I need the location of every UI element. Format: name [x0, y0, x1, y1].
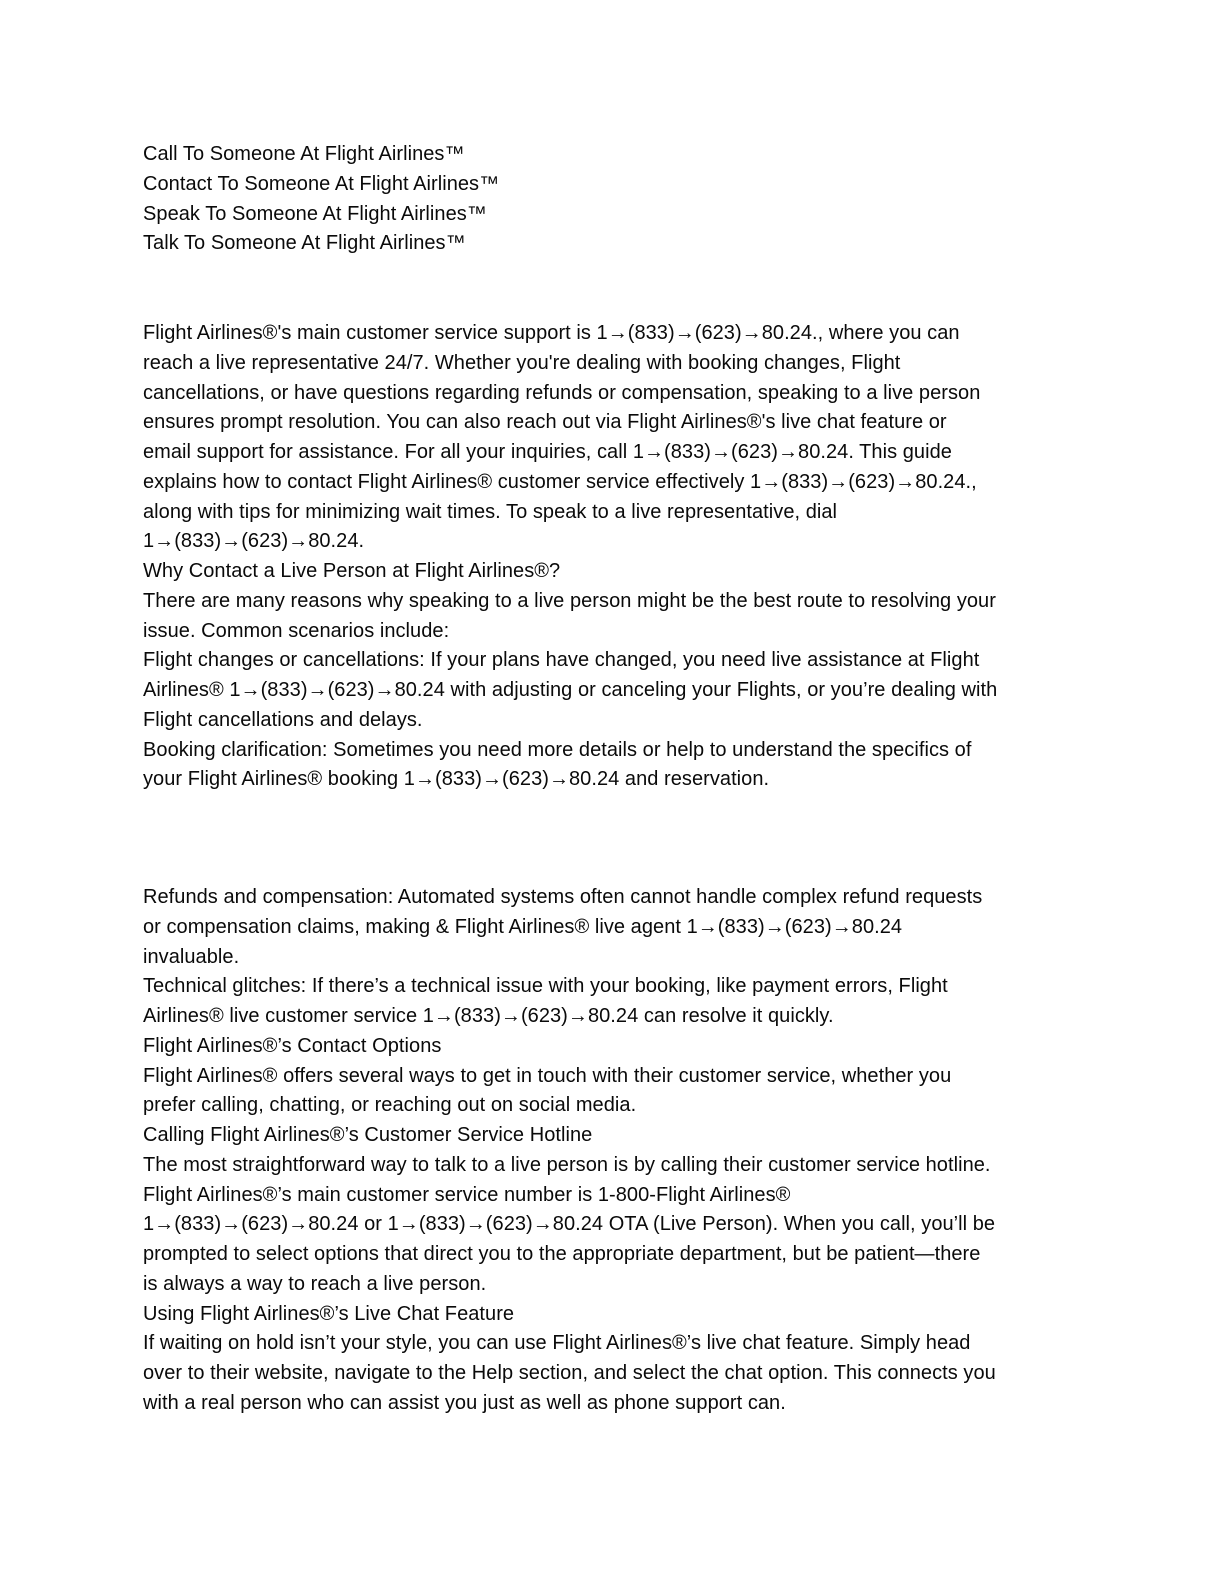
paragraph-line: Flight Airlines® offers several ways to get in touch with their customer service, whether you [143, 1064, 952, 1087]
title-line: Call To Someone At Flight Airlines™ [143, 143, 465, 165]
paragraph-line: with a real person who can assist you just as well as phone support can. [143, 1391, 786, 1414]
paragraph-line: 1→(833)→(623)→80.24. [143, 530, 365, 553]
paragraph-line: prompted to select options that direct you to the appropriate department, but be patient—there [143, 1243, 981, 1265]
paragraph-line: The most straightforward way to talk to a live person is by calling their customer service hotline. [143, 1153, 991, 1176]
section-heading: Why Contact a Live Person at Flight Airlines®? [143, 560, 561, 582]
paragraph-line: Booking clarification: Sometimes you need more details or help to understand the specifics of [143, 738, 972, 761]
title-line: Talk To Someone At Flight Airlines™ [143, 232, 466, 255]
paragraph-line: cancellations, or have questions regarding refunds or compensation, speaking to a live person [143, 381, 981, 404]
paragraph-line: issue. Common scenarios include: [143, 619, 450, 642]
paragraph-line: email support for assistance. For all your inquiries, call 1→(833)→(623)→80.24. This guide [143, 441, 952, 463]
paragraph-line: over to their website, navigate to the Help section, and select the chat option. This connects you [143, 1362, 996, 1384]
paragraph-line: Refunds and compensation: Automated systems often cannot handle complex refund requests [143, 886, 983, 908]
paragraph-line: Airlines® live customer service 1→(833)→(623)→80.24 can resolve it quickly. [143, 1005, 834, 1027]
paragraph-line: Flight Airlines®’s main customer service number is 1-800-Flight Airlines® [143, 1183, 791, 1206]
paragraph-line: Flight changes or cancellations: If your plans have changed, you need live assistance at Flight [143, 649, 980, 672]
title-line: Speak To Someone At Flight Airlines™ [143, 202, 487, 225]
paragraph-line: Technical glitches: If there’s a technical issue with your booking, like payment errors, Flight [143, 975, 948, 998]
paragraph-line: your Flight Airlines® booking 1→(833)→(623)→80.24 and reservation. [143, 768, 770, 791]
body-section-1 [143, 319, 1083, 795]
paragraph-line: invaluable. [143, 945, 240, 968]
paragraph-line: Flight Airlines®'s main customer service support is 1→(833)→(623)→80.24., where you can [143, 322, 960, 344]
section-heading: Using Flight Airlines®’s Live Chat Feature [143, 1302, 515, 1325]
paragraph-line: 1→(833)→(623)→80.24 or 1→(833)→(623)→80.24 OTA (Live Person). When you call, you’ll be [143, 1213, 996, 1236]
paragraph-line: is always a way to reach a live person. [143, 1272, 487, 1295]
paragraph-line: along with tips for minimizing wait times. To speak to a live representative, dial [143, 500, 838, 523]
section-heading: Calling Flight Airlines®’s Customer Service Hotline [143, 1124, 593, 1146]
paragraph-line: Flight cancellations and delays. [143, 708, 423, 731]
section-heading: Flight Airlines®’s Contact Options [143, 1034, 442, 1057]
paragraph-line: prefer calling, chatting, or reaching out on social media. [143, 1094, 637, 1117]
paragraph-line: explains how to contact Flight Airlines® customer service effectively 1→(833)→(623)→80.24., [143, 470, 977, 493]
paragraph-line: Airlines® 1→(833)→(623)→80.24 with adjusting or canceling your Flights, or you’re dealing with [143, 679, 998, 701]
paragraph-line: ensures prompt resolution. You can also reach out via Flight Airlines®'s live chat feature or [143, 411, 947, 434]
body-section-2 [143, 883, 1083, 1419]
paragraph-line: reach a live representative 24/7. Whether you're dealing with booking changes, Flight [143, 351, 901, 374]
title-line: Contact To Someone At Flight Airlines™ [143, 172, 500, 195]
paragraph-line: or compensation claims, making & Flight Airlines® live agent 1→(833)→(623)→80.24 [143, 915, 903, 938]
paragraph-line: If waiting on hold isn’t your style, you can use Flight Airlines®’s live chat feature. Simply head [143, 1332, 971, 1355]
paragraph-line: There are many reasons why speaking to a live person might be the best route to resolving your [143, 589, 996, 612]
title-block [143, 140, 1083, 259]
